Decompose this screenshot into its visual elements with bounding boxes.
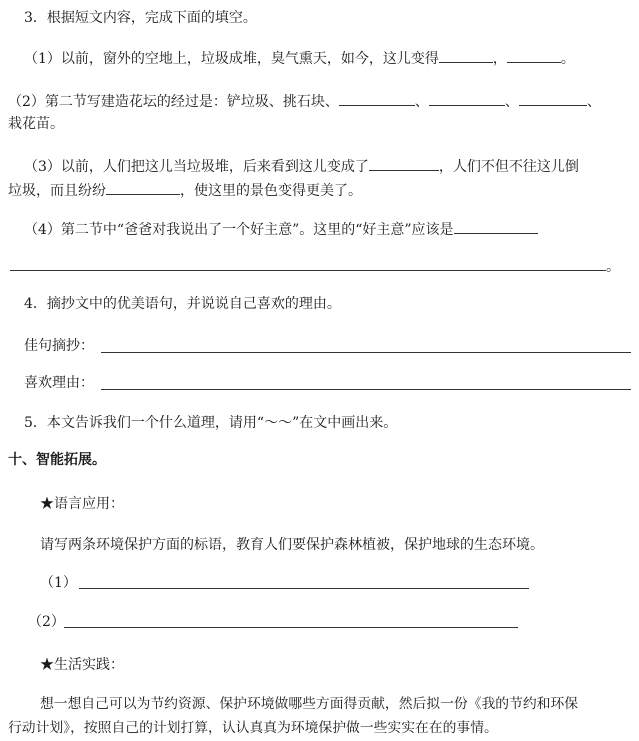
q4-quote-label: 佳句摘抄： [24,338,94,354]
answer-blank[interactable] [106,179,180,195]
q3-item4-end: 。 [606,259,620,275]
q4-title: 4．摘抄文中的优美语句，并说说自己喜欢的理由。 [24,296,341,312]
q3-item3: （3）以前，人们把这儿当垃圾堆，后来看到这儿变成了 ，人们不但不往这儿倒 [24,155,579,177]
q3-item4-text: （4）第二节中“爸爸对我说出了一个好主意”。这里的“好主意”应该是 [24,222,454,238]
answer-blank[interactable] [454,218,538,234]
q3-title: 3．根据短文内容，完成下面的填空。 [24,10,257,26]
q5-title: 5．本文告诉我们一个什么道理，请用“～～”在文中画出来。 [24,415,398,431]
slogan-1-line[interactable] [79,588,529,589]
life-paragraph-line2: 行动计划》，按照自己的计划打算，认认真真为环境保护做一些实实在在的事情。 [8,720,498,736]
q4-reason-label: 喜欢理由： [24,375,94,391]
q3-item3-cont: 垃圾，而且纷纷 ，使这里的景色变得更美了。 [8,179,362,201]
q3-item2-cont: 栽花苗。 [8,116,64,132]
answer-blank[interactable] [429,90,505,106]
q3-item2: （2）第二节写建造花坛的经过是：铲垃圾、挑石块、 、 、 、 [8,90,601,112]
answer-line[interactable] [10,270,606,271]
lang-prompt: 请写两条环境保护方面的标语，教育人们要保护森林植被，保护地球的生态环境。 [40,537,544,553]
slogan-2-label: （2） [28,614,65,630]
answer-blank[interactable] [369,155,439,171]
life-paragraph-line1: 想一想自己可以为节约资源、保护环境做哪些方面得贡献，然后拟一份《我的节约和环保 [40,696,579,712]
slogan-1-label: （1） [40,575,77,591]
answer-blank[interactable] [507,47,561,63]
q3-item3-text: （3）以前，人们把这儿当垃圾堆，后来看到这儿变成了 [24,159,369,175]
q3-item1: （1）以前，窗外的空地上，垃圾成堆，臭气熏天，如今，这儿变得 ， 。 [24,47,575,69]
q3-item4 [24,218,538,240]
q3-item1-text: （1）以前，窗外的空地上，垃圾成堆，臭气熏天，如今，这儿变得 [24,51,439,67]
q3-item2-text: （2）第二节写建造花坛的经过是：铲垃圾、挑石块、 [8,94,339,110]
life-title: ★生活实践： [40,657,124,673]
slogan-2-line[interactable] [64,627,518,628]
answer-blank[interactable] [519,90,587,106]
section-heading: 十、智能拓展。 [8,452,106,468]
answer-blank[interactable] [439,47,493,63]
answer-blank[interactable] [339,90,415,106]
lang-title: ★语言应用： [40,496,124,512]
quote-answer-line[interactable] [101,352,631,353]
reason-answer-line[interactable] [101,389,631,390]
